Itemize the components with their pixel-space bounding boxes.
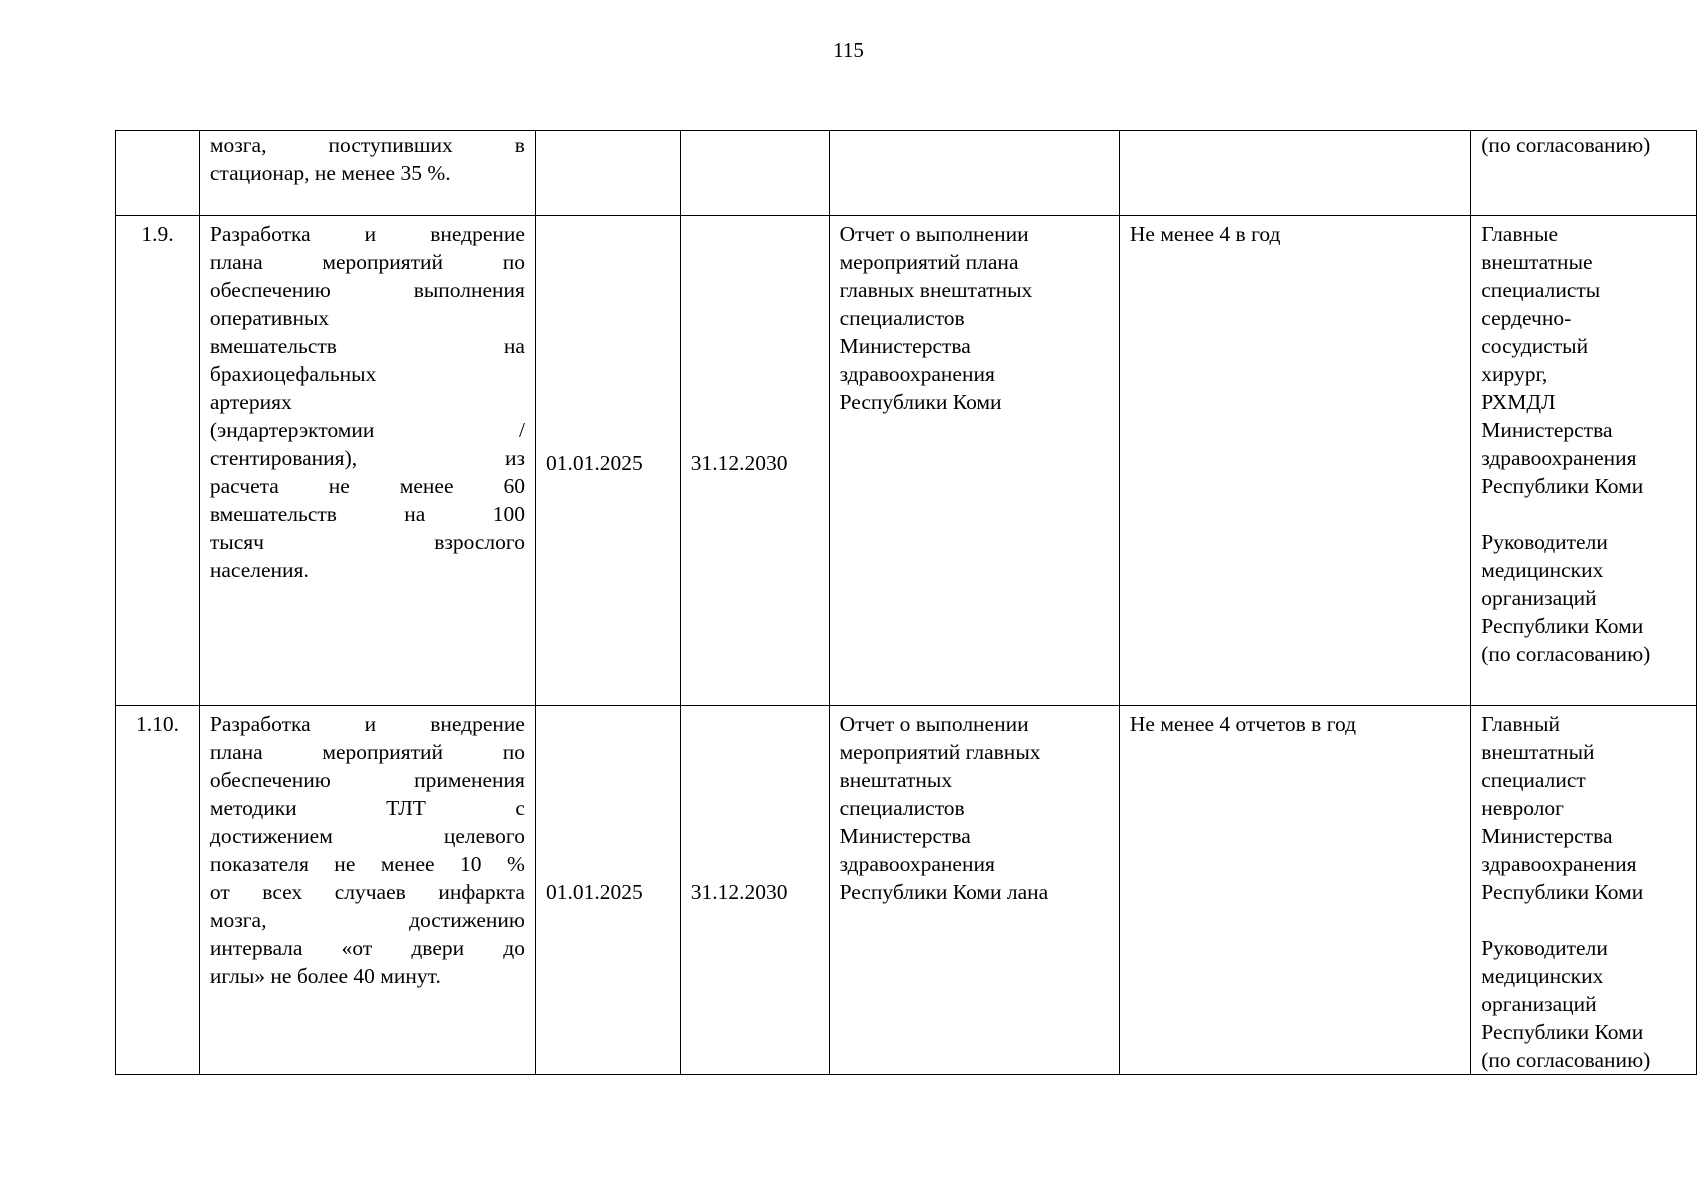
responsible-gap	[1481, 500, 1686, 528]
responsible-line: сосудистый	[1481, 334, 1589, 358]
start-date: 01.01.2025	[545, 450, 643, 475]
description-line: иглы» не более 40 минут.	[209, 964, 441, 988]
start-date: 01.01.2025	[545, 880, 643, 904]
table-row	[116, 131, 1697, 216]
responsible-line: хирург,	[1481, 362, 1548, 386]
responsible-line: здравоохранения	[1481, 446, 1637, 470]
responsible-line: Руководители	[1481, 530, 1608, 554]
responsible-cell	[1471, 216, 1697, 706]
end-date: 31.12.2030	[690, 880, 788, 904]
responsible-line: внештатные	[1481, 250, 1593, 274]
description-line: стентирования), из	[209, 446, 525, 470]
description-line: тысяч взрослого	[209, 530, 525, 554]
responsible-line: здравоохранения	[1481, 852, 1637, 876]
result-line: специалистов	[839, 796, 965, 820]
result-line: Республики Коми	[839, 390, 1002, 414]
description-line: мозга, достижению	[209, 908, 525, 932]
result-line: специалистов	[839, 306, 965, 330]
start-date-cell	[535, 706, 680, 1075]
responsible-line: Главный	[1481, 712, 1560, 736]
description-line: обеспечению выполнения	[209, 278, 525, 302]
responsible-line: Республики Коми	[1481, 614, 1644, 638]
description-line: Разработка и внедрение	[209, 712, 525, 736]
description-line: интервала «от двери до	[209, 936, 525, 960]
end-date-cell	[680, 706, 829, 1075]
indicator-cell	[1119, 216, 1470, 706]
result-cell	[829, 131, 1119, 216]
description-cell	[199, 216, 535, 706]
result-line: Республики Коми лана	[839, 880, 1049, 904]
result-cell	[829, 706, 1119, 1075]
description-line: брахиоцефальных	[209, 362, 377, 386]
description-line: от всех случаев инфаркта	[209, 880, 525, 904]
description-line: вмешательств на	[209, 334, 525, 358]
responsible-line: специалист	[1481, 768, 1586, 792]
row-number: 1.10.	[135, 712, 179, 736]
table-row	[116, 706, 1697, 1075]
indicator-cell	[1119, 706, 1470, 1075]
description-line: методики ТЛТ с	[209, 796, 525, 820]
responsible-line: (по согласованию)	[1481, 1048, 1651, 1072]
description-line: плана мероприятий по	[209, 250, 525, 274]
responsible-line: организаций	[1481, 586, 1597, 610]
indicator-cell	[1119, 131, 1470, 216]
responsible-line: невролог	[1481, 796, 1564, 820]
responsible-gap	[1481, 906, 1686, 934]
description-line: населения.	[209, 558, 309, 582]
responsible-line: Республики Коми	[1481, 474, 1644, 498]
row-number-cell	[116, 706, 200, 1075]
row-number-cell	[116, 216, 200, 706]
description-line: показателя не менее 10 %	[209, 852, 525, 876]
result-line: Отчет о выполнении	[839, 222, 1029, 246]
end-date-cell	[680, 131, 829, 216]
responsible-cell	[1471, 706, 1697, 1075]
responsible-line: (по согласованию)	[1481, 642, 1651, 666]
description-line: стационар, не менее 35 %.	[209, 161, 451, 185]
responsible-line: Министерства	[1481, 824, 1613, 848]
description-line: плана мероприятий по	[209, 740, 525, 764]
result-line: мероприятий плана	[839, 250, 1019, 274]
responsible-line: организаций	[1481, 992, 1597, 1016]
row-number: 1.9.	[141, 222, 174, 246]
result-line: Отчет о выполнении	[839, 712, 1029, 736]
end-date-cell	[680, 216, 829, 706]
description-line: (эндартерэктомии /	[209, 418, 525, 442]
description-line: оперативных	[209, 306, 330, 330]
table-row	[116, 216, 1697, 706]
responsible-line: Республики Коми	[1481, 880, 1644, 904]
result-line: здравоохранения	[839, 852, 995, 876]
start-date-cell	[535, 131, 680, 216]
result-line: мероприятий главных	[839, 740, 1041, 764]
end-date: 31.12.2030	[690, 450, 788, 475]
responsible-line: сердечно-	[1481, 306, 1572, 330]
description-line: вмешательств на 100	[209, 502, 525, 526]
result-line: Министерства	[839, 824, 971, 848]
description-cell	[199, 131, 535, 216]
responsible-line: внештатный	[1481, 740, 1595, 764]
result-line: внештатных	[839, 768, 953, 792]
responsible-line: РХМДЛ	[1481, 390, 1556, 414]
row-number-cell	[116, 131, 200, 216]
indicator-text: Не менее 4 отчетов в год	[1129, 712, 1357, 736]
result-line: здравоохранения	[839, 362, 995, 386]
result-line: Министерства	[839, 334, 971, 358]
plan-table	[115, 130, 1697, 1075]
start-date-cell	[535, 216, 680, 706]
responsible-line: Главные	[1481, 222, 1558, 246]
responsible-line: медицинских	[1481, 558, 1604, 582]
description-line: достижением целевого	[209, 824, 525, 848]
description-line: расчета не менее 60	[209, 474, 525, 498]
responsible-line: Руководители	[1481, 936, 1608, 960]
responsible-line: Министерства	[1481, 418, 1613, 442]
description-line: артериях	[209, 390, 292, 414]
result-line: главных внештатных	[839, 278, 1033, 302]
responsible-cell	[1471, 131, 1697, 216]
description-line: обеспечению применения	[209, 768, 525, 792]
responsible-line: медицинских	[1481, 964, 1604, 988]
page-number: 115	[833, 38, 864, 62]
description-cell	[199, 706, 535, 1075]
responsible-line: специалисты	[1481, 278, 1601, 302]
responsible-line: Республики Коми	[1481, 1020, 1644, 1044]
responsible-line: (по согласованию)	[1481, 133, 1651, 157]
description-line: Разработка и внедрение	[209, 222, 525, 246]
indicator-text: Не менее 4 в год	[1129, 222, 1281, 246]
result-cell	[829, 216, 1119, 706]
description-line: мозга, поступивших в	[209, 133, 525, 157]
